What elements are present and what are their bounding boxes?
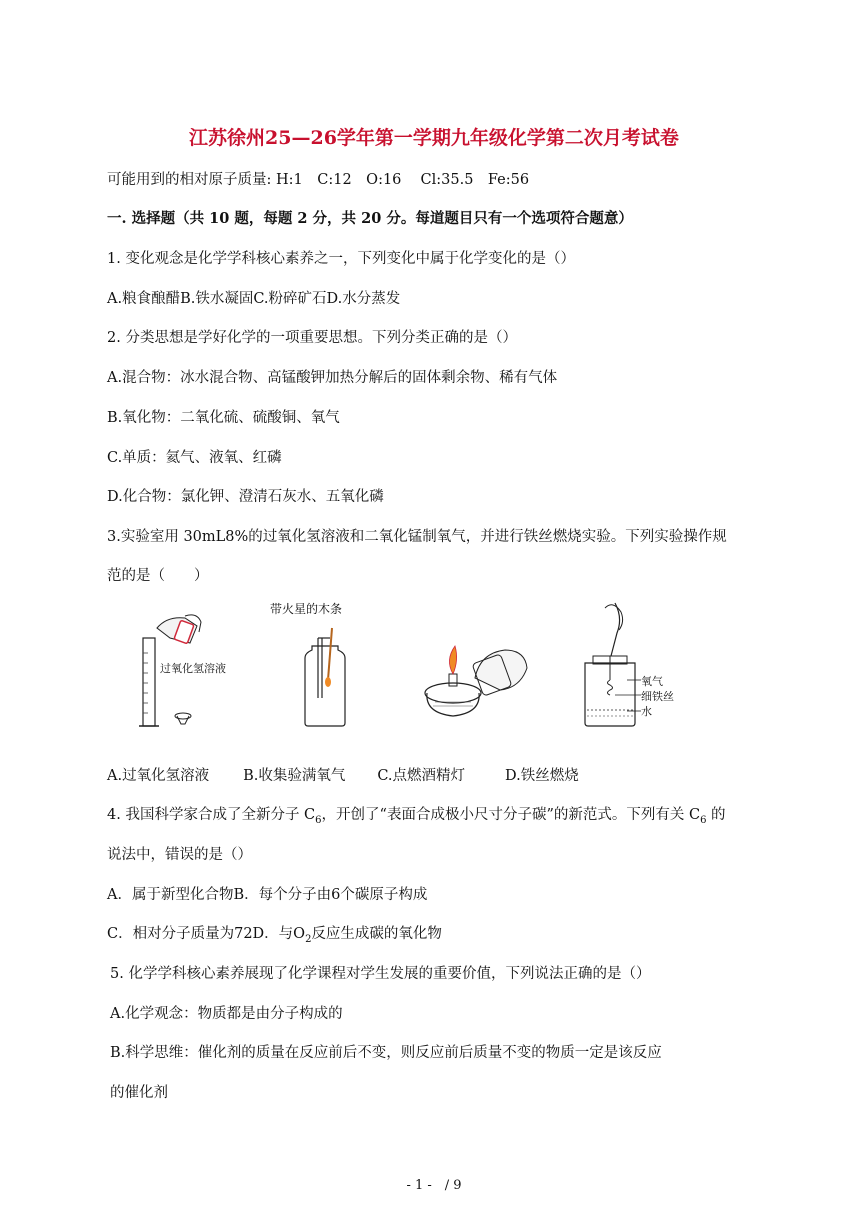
q4-cd-part1: C．相对分子质量为72D．与O	[107, 926, 306, 942]
figure-d-labels	[641, 674, 674, 719]
q3-option-a: A.过氧化氢溶液	[107, 768, 210, 784]
figure-d-label-water: 水	[641, 705, 652, 718]
q3-stem-line1: 3.实验室用 30mL8%的过氧化氢溶液和二氧化锰制氧气，并进行铁丝燃烧实验。下列实验操作规	[107, 529, 727, 545]
q4-options-cd	[107, 924, 442, 950]
figure-d-label-oxygen: 氧气	[641, 675, 663, 688]
q3-option-c: C.点燃酒精灯	[377, 768, 466, 784]
q3-options	[107, 766, 579, 786]
q4-cd-part2: 反应生成碳的氧化物	[311, 926, 442, 942]
figure-b-label: 带火星的木条	[270, 602, 343, 616]
q4-stem-line1	[107, 805, 726, 831]
q2-option-b: B.氧化物：二氧化硫、硫酸铜、氧气	[107, 410, 340, 426]
q5-option-b-line1: B.科学思维：催化剂的质量在反应前后不变，则反应前后质量不变的物质一定是该反应	[110, 1045, 662, 1061]
figure-a-label: 过氧化氢溶液	[160, 662, 226, 675]
page-title: 江苏徐州25—26学年第一学期九年级化学第二次月考试卷	[189, 127, 679, 149]
q2-stem: 2. 分类思想是学好化学的一项重要思想。下列分类正确的是（）	[107, 330, 517, 346]
page-number: - 1 - / 9	[406, 1178, 462, 1193]
q3-option-b: B.收集验满氧气	[243, 768, 346, 784]
q4-stem-part1: 4. 我国科学家合成了全新分子 C	[107, 807, 316, 823]
q4-stem-line2: 说法中，错误的是（）	[107, 847, 252, 863]
q3-option-d: D.铁丝燃烧	[505, 768, 579, 784]
q2-option-a: A.混合物：冰水混合物、高锰酸钾加热分解后的固体剩余物、稀有气体	[107, 370, 558, 386]
q1-stem: 1. 变化观念是化学学科核心素养之一，下列变化中属于化学变化的是（）	[107, 251, 575, 267]
q4-options-ab: A．属于新型化合物B．每个分子由6个碳原子构成	[107, 887, 428, 903]
q2-option-c: C.单质：氦气、液氧、红磷	[107, 450, 282, 466]
atomic-masses: 可能用到的相对原子质量: H:1 C:12 O:16 Cl:35.5 Fe:56	[107, 172, 530, 188]
section-heading: 一. 选择题（共 10 题，每题 2 分，共 20 分。每道题目只有一个选项符合题意）	[107, 210, 633, 227]
q5-option-a: A.化学观念：物质都是由分子构成的	[110, 1006, 343, 1022]
figure-d-label-wire: 细铁丝	[641, 690, 674, 703]
q5-stem: 5. 化学学科核心素养展现了化学课程对学生发展的重要价值，下列说法正确的是（）	[110, 966, 651, 982]
q4-stem-part3: 的	[706, 807, 726, 823]
figure-a-pouring	[135, 598, 245, 733]
q1-options: A.粮食酿醋B.铁水凝固C.粉碎矿石D.水分蒸发	[107, 291, 401, 307]
figure-d-iron-burning	[575, 598, 715, 733]
q4-stem-part2: ，开创了“表面合成极小尺寸分子碳”的新范式。下列有关 C	[321, 807, 701, 823]
q4-subscript-2: 6	[700, 814, 707, 826]
q4-cd-subscript: 2	[305, 933, 312, 945]
q5-option-b-line2: 的催化剂	[110, 1085, 168, 1101]
figure-b-collecting	[270, 598, 380, 733]
q3-figures	[130, 598, 710, 738]
q4-subscript-1: 6	[315, 814, 322, 826]
figure-c-alcohol-lamp	[415, 598, 545, 733]
q3-stem-line2: 范的是（ ）	[107, 568, 209, 584]
q2-option-d: D.化合物：氯化钾、澄清石灰水、五氧化磷	[107, 489, 384, 505]
